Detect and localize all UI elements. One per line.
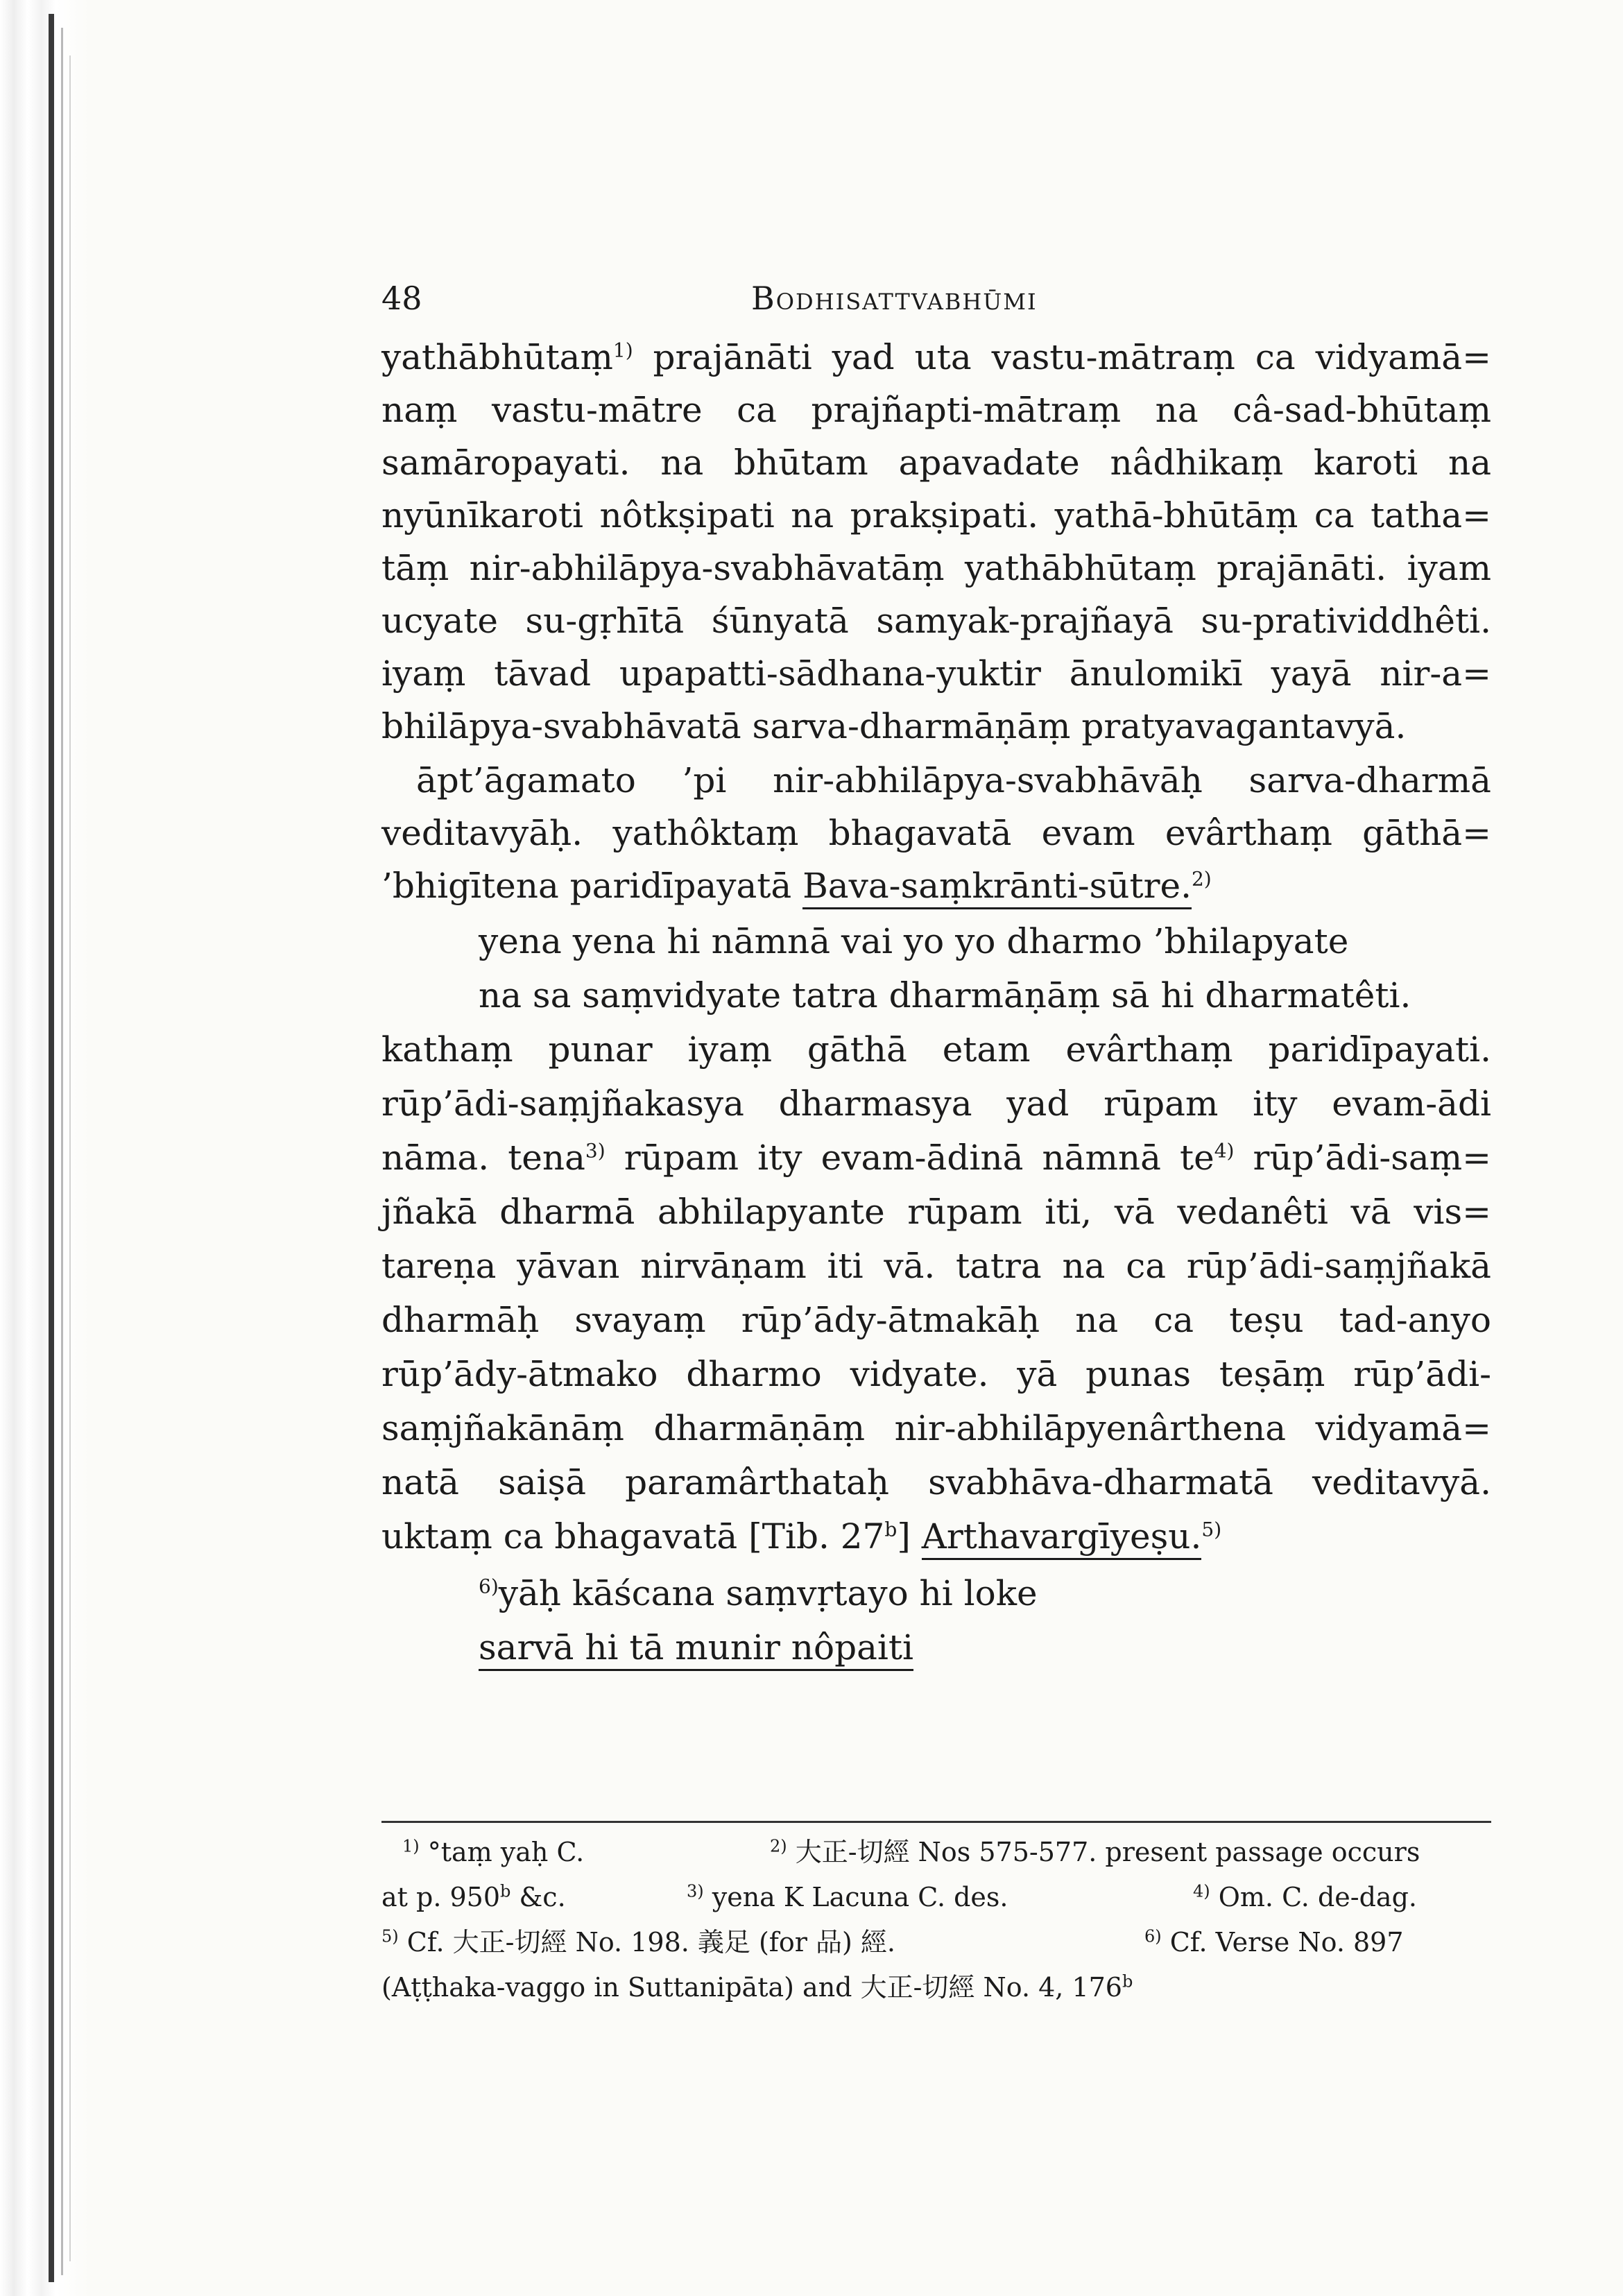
footnote-ref: 5) <box>1201 1518 1222 1541</box>
verse-line: sarvā hi tā munir nôpaiti <box>479 1623 1491 1672</box>
spine-edge-line <box>49 14 54 2282</box>
footnote-ref: 2) <box>1191 867 1212 891</box>
footnote-line <box>381 1921 1491 1963</box>
spine-edge-line <box>69 55 71 2261</box>
text-line: samāropayati. na bhūtam apavadate nâdhikaṃ karoti na <box>381 443 1491 483</box>
footnote-ref: 4) <box>1214 1139 1235 1163</box>
text-line: iyaṃ tāvad upapatti-sādhana-yuktir ānulomikī yayā nir-a= <box>381 653 1491 694</box>
text-line: rūp’ādi-saṃjñakasya dharmasya yad rūpam ity evam-ādi <box>381 1083 1491 1124</box>
footnote-6: $^{6)}$ Cf. Verse No. 897 <box>1144 1926 1404 1957</box>
text-line: veditavyāḥ. yathôktaṃ bhagavatā evam evârthaṃ gāthā= <box>381 813 1491 853</box>
footnote-6-cont: (Aṭṭhaka-vaggo in Suttanipāta) and 大正-切經 No. 4, 176$^b$ <box>381 1971 1133 2003</box>
text-line: tāṃ nir-abhilāpya-svabhāvatāṃ yathābhūtaṃ prajānāti. iyam <box>381 548 1491 588</box>
footnote-line <box>381 1876 1491 1918</box>
sutra-title: Bava-saṃkrānti-sūtre. <box>802 866 1192 909</box>
footnote-rule <box>381 1821 1491 1823</box>
footnote-2-cont: at p. 950$^b$ &c. <box>381 1881 566 1912</box>
text-line: kathaṃ punar iyaṃ gāthā etam evârthaṃ paridīpayati. <box>381 1029 1491 1070</box>
text-line: natā saiṣā paramârthataḥ svabhāva-dharmatā veditavyā. <box>381 1462 1491 1502</box>
text-line: ’bhigītena paridīpayatā Bava-saṃkrānti-sūtre.$^{2)}$ <box>381 862 1491 910</box>
footnote-5: $^{5)}$ Cf. 大正-切經 No. 198. 義足 (for 品) 經. <box>381 1926 895 1957</box>
text-line: yathābhūtaṃ$^{1)}$ prajānāti yad uta vastu-mātraṃ ca vidyamā= <box>381 337 1491 377</box>
footnote-line <box>381 1967 1491 2008</box>
text-line: āpt’āgamato ’pi nir-abhilāpya-svabhāvāḥ sarva-dharmā <box>416 760 1491 800</box>
footnote-1: $^{1)}$ °taṃ yaḥ C. <box>402 1836 585 1867</box>
spine-edge-line <box>61 28 63 2275</box>
running-title: Bodhisattvabhūmi <box>751 280 1038 317</box>
text-line: jñakā dharmā abhilapyante rūpam iti, vā vedanêti vā vis= <box>381 1192 1491 1232</box>
text-line: naṃ vastu-mātre ca prajñapti-mātraṃ na câ-sad-bhūtaṃ <box>381 390 1491 430</box>
footnote-ref: 1) <box>612 339 633 362</box>
page-number: 48 <box>381 280 422 317</box>
text-line: nāma. tena$^{3)}$ rūpam ity evam-ādinā nāmnā $te^{4)}$ rūp’ādi-saṃ= <box>381 1138 1492 1178</box>
verse-line: $^{6)}$yāḥ kāścana saṃvṛtayo hi loke <box>479 1573 1038 1613</box>
page-header <box>381 274 1491 323</box>
footnote-3: $^{3)}$ yena K Lacuna C. des. <box>687 1881 1008 1912</box>
footnote-4: $^{4)}$ Om. C. de-dag. <box>1193 1881 1417 1912</box>
verse-line: na sa saṃvidyate tatra dharmāṇāṃ sā hi dharmatêti. <box>479 975 1411 1016</box>
footnote-2: $^{2)}$ 大正-切經 Nos 575-577. present passage occurs <box>770 1836 1420 1867</box>
footnote-ref: 3) <box>585 1139 606 1163</box>
text-line: rūp’ādy-ātmako dharmo vidyate. yā punas teṣāṃ rūp’ādi- <box>381 1354 1491 1394</box>
text-line: ucyate su-gṛhītā śūnyatā samyak-prajñayā su-pratividdhêti. <box>381 601 1491 641</box>
footnote-line <box>381 1831 1491 1873</box>
text-line: nyūnīkaroti nôtkṣipati na prakṣipati. yathā-bhūtāṃ ca tatha= <box>381 495 1491 536</box>
text-line: bhilāpya-svabhāvatā sarva-dharmāṇāṃ pratyavagantavyā. <box>381 706 1407 746</box>
sutra-title: Arthavargīyeṣu. <box>922 1516 1202 1560</box>
text-line: uktaṃ ca bhagavatā [Tib. 27$^b$] Arthavargīyeṣu.$^{5)}$ <box>381 1512 1491 1561</box>
verse-line: yena yena hi nāmnā vai yo yo dharmo ’bhilapyate <box>479 921 1349 961</box>
text-line: dharmāḥ svayaṃ rūp’ādy-ātmakāḥ na ca teṣu tad-anyo <box>381 1300 1491 1340</box>
footnote-ref: 6) <box>479 1575 499 1598</box>
book-spine-shadow <box>0 0 90 2296</box>
text-line: saṃjñakānāṃ dharmāṇāṃ nir-abhilāpyenârthena vidyamā= <box>381 1408 1491 1448</box>
text-line: tareṇa yāvan nirvāṇam iti vā. tatra na ca rūp’ādi-saṃjñakā <box>381 1246 1491 1286</box>
